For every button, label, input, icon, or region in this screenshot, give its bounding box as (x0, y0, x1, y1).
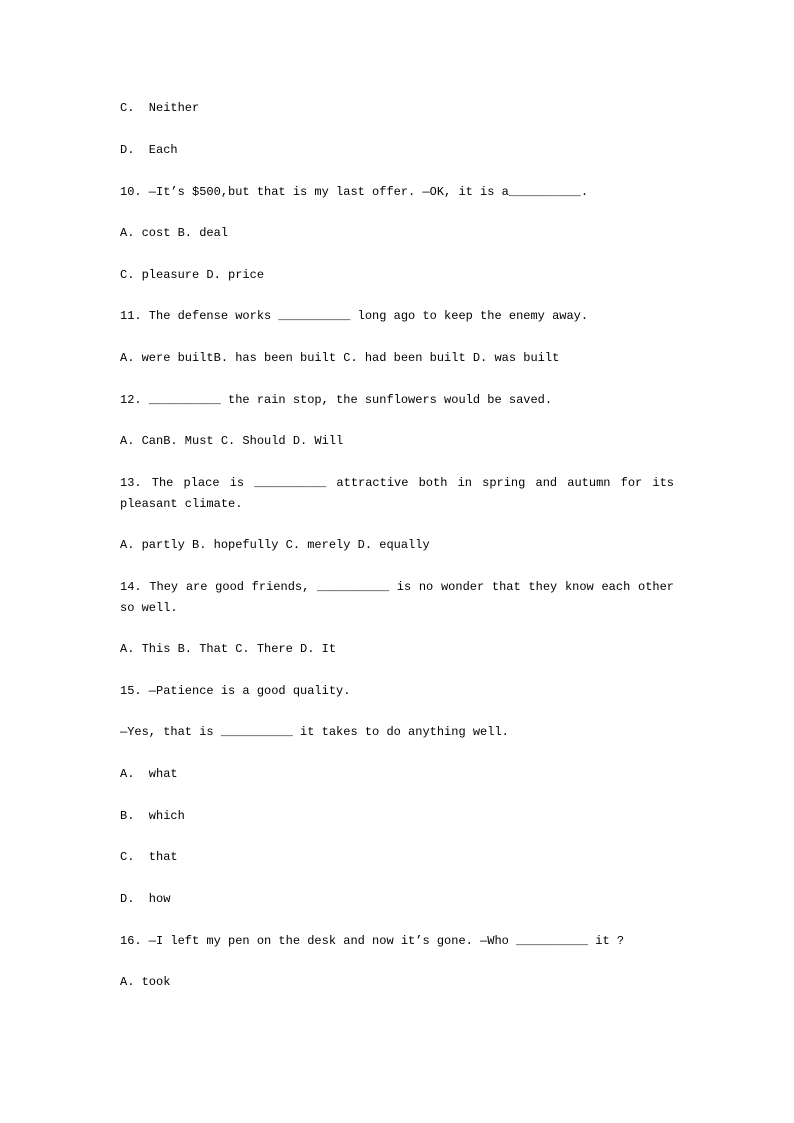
question-13-options: A. partly B. hopefully C. merely D. equally (120, 538, 430, 552)
question-10: 10. —It’s $500,but that is my last offer. —OK, it is a__________. (120, 185, 589, 199)
question-15-reply: —Yes, that is __________ it takes to do anything well. (120, 725, 509, 739)
question-15: 15. —Patience is a good quality. (120, 684, 351, 698)
question-12: 12. __________ the rain stop, the sunflowers would be saved. (120, 393, 553, 407)
question-12-options: A. CanB. Must C. Should D. Will (120, 434, 344, 448)
question-10-options-cd: C. pleasure D. price (120, 268, 265, 282)
question-13: 13. The place is __________ attractive both in spring and autumn for its pleasant climate. (120, 476, 674, 511)
question-16-option-a: A. took (120, 975, 171, 989)
question-14-options: A. This B. That C. There D. It (120, 642, 337, 656)
question-15-option-a: A. what (120, 767, 178, 781)
question-11-options: A. were builtB. has been built C. had been built D. was built (120, 351, 560, 365)
option-d: D. Each (120, 143, 178, 157)
question-16: 16. —I left my pen on the desk and now it’s gone. —Who __________ it ? (120, 934, 625, 948)
question-11: 11. The defense works __________ long ago to keep the enemy away. (120, 309, 589, 323)
question-14: 14. They are good friends, __________ is no wonder that they know each other so well. (120, 580, 674, 615)
question-15-option-b: B. which (120, 809, 185, 823)
question-15-option-d: D. how (120, 892, 171, 906)
option-c: C. Neither (120, 101, 200, 115)
question-15-option-c: C. that (120, 850, 178, 864)
question-10-options-ab: A. cost B. deal (120, 226, 229, 240)
